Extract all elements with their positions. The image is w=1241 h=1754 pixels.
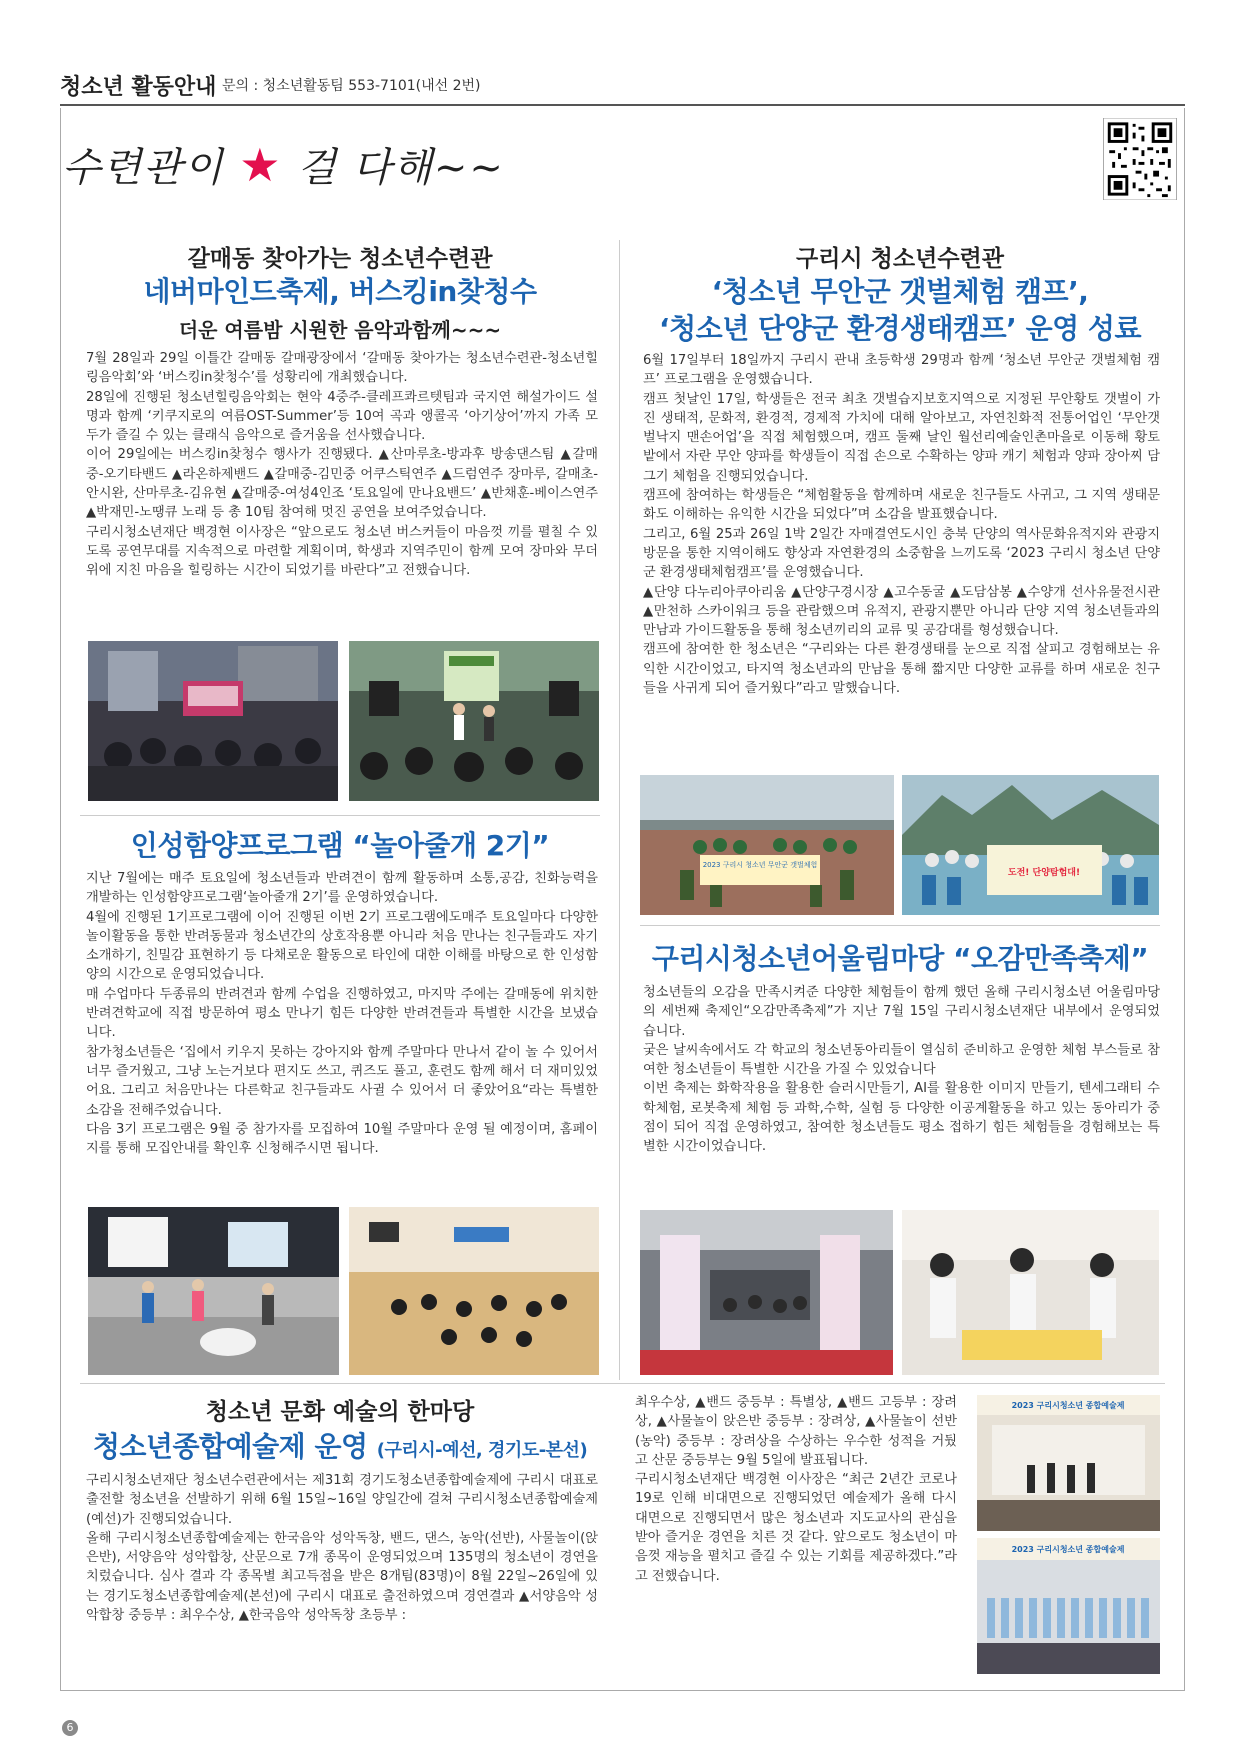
- article3-paragraph: 지난 7월에는 매주 토요일에 청소년들과 반려견이 함께 활동하며 소통,공감, 친화능력을 개발하는 인성함양프로그램‘놀아줄개 2기’를 운영하였습니다.: [86, 871, 598, 906]
- section-divider-bottom: [80, 1383, 1165, 1384]
- slogan-post: 걸 다해~~: [297, 145, 505, 191]
- qr-code-icon[interactable]: [1103, 118, 1177, 200]
- article4-paragraph: 청소년들의 오감을 만족시켜준 다양한 체험들이 함께 했던 올해 구리시청소년 어울림마당의 세번째 축제인“오감만족축제”가 지난 7월 15일 구리시청소년재단 내부에서 운영되었습니다.: [643, 985, 1160, 1039]
- danyang-camp-photo: [902, 775, 1159, 915]
- article2-title-line2: ‘청소년 단양군 환경생태캠프’ 운영 성료: [658, 312, 1142, 345]
- article5-paragraph: 최우수상, ▲밴드 중등부 : 특별상, ▲밴드 고등부 : 장려상, ▲사물놀이 앉은반 중등부 : 장려상, ▲사물놀이 선반(농악) 중등부 : 장려상을 수상하는 우수한 성적을 거뒀고 산문 중등부는 9월 5일에 발표됩니다.: [635, 1395, 957, 1468]
- article4-title: 구리시청소년어울림마당 “오감만족축제”: [651, 942, 1149, 975]
- article2-body: [643, 351, 1160, 698]
- article1-body: [86, 349, 598, 581]
- contact-info: 문의 : 청소년활동팀 553-7101(내선 2번): [222, 78, 481, 94]
- article5-title: 청소년종합예술제 운영: [92, 1430, 368, 1463]
- article3-title: 인성함양프로그램 “놀아줄개 2기”: [130, 829, 550, 862]
- section-divider-left: [80, 815, 600, 816]
- class-activity-photo: [349, 1207, 599, 1375]
- column-divider-top: [619, 240, 620, 1380]
- page-number: 6: [62, 1720, 78, 1736]
- article1-kicker: 갈매동 찾아가는 청소년수련관: [187, 246, 493, 272]
- slogan-pre: 수련관이: [62, 145, 225, 191]
- danyang-banner-text: 도전! 단양탐험대!: [1007, 868, 1081, 878]
- handwritten-slogan: [62, 136, 505, 193]
- article2-paragraph: 6월 17일부터 18일까지 구리시 관내 초등학생 29명과 함께 ‘청소년 무안군 갯벌체험 캠프’ 프로그램을 운영했습니다.: [643, 353, 1160, 388]
- article3-paragraph: 4월에 진행된 1기프로그램에 이어 진행된 이번 2기 프로그램에도매주 토요일마다 다양한 놀이활동을 통한 반려동물과 청소년간의 상호작용뿐 아니라 처음 만나는 친구들과도 자기소개하기, 친밀감 표현하기 등 다채로운 활동으로 타인에 대한 이해를 바탕으로 한 인성함양의 시간으로 운영되었습니다.: [86, 909, 598, 983]
- concert-crowd-photo: [88, 641, 338, 801]
- article1-paragraph: 28일에 진행된 청소년힐링음악회는 현악 4중주-클레프콰르텟팀과 국지연 해설가이드 설명과 함께 ‘키쿠지로의 여름OST-Summer’등 10여 곡과 앵콜곡 ‘아기상어’까지 가족 모두가 즐길 수 있는 클래식 음악으로 즐거움을 선사했습니다.: [86, 389, 598, 444]
- section-divider-right: [640, 925, 1160, 926]
- article4-paragraph: 궂은 날씨속에서도 각 학교의 청소년동아리들이 열심히 준비하고 운영한 체험 부스들로 참여한 청소년들이 특별한 시간을 가질 수 있었습니다: [643, 1042, 1160, 1078]
- header-rule: [60, 104, 1185, 106]
- mudflat-banner-text: 2023 구리시 청소년 무안군 갯벌체험: [702, 861, 818, 869]
- star-icon: ★: [239, 138, 283, 192]
- art-festival-photo-1: [977, 1395, 1160, 1531]
- article2-title-line1: ‘청소년 무안군 갯벌체험 캠프’,: [711, 275, 1089, 308]
- article3-paragraph: 참가청소년들은 ‘집에서 키우지 못하는 강아지와 함께 주말마다 만나서 같이 놀 수 있어서 너무 즐거웠고, 그냥 노는거보다 편지도 쓰고, 퀴즈도 풀고, 훈련도 함께 해서 더 재미있었어요. 그리고 처음만나는 다른학교 친구들과도 사귈 수 있어서 더 좋았어요“라는 특별한 소감을 전해주었습니다.: [86, 1044, 598, 1118]
- article1-paragraph: 구리시청소년재단 백경현 이사장은 “앞으로도 청소년 버스커들이 마음껏 끼를 펼칠 수 있도록 공연무대를 지속적으로 마련할 계획이며, 학생과 지역주민이 함께 모여 장마와 무더위에 지친 마음을 힐링하는 시간이 되었기를 바란다”고 전했습니다.: [86, 524, 598, 579]
- section-title: 청소년 활동안내: [60, 75, 217, 100]
- festival-experience-photo: [902, 1210, 1159, 1375]
- article1-paragraph: 이어 29일에는 버스킹in찾청수 행사가 진행됐다. ▲산마루초-방과후 방송댄스팀 ▲갈매중-오기타밴드 ▲라온하제밴드 ▲갈매중-김민중 어쿠스틱연주 ▲드럼연주 장마루, 갈매초-안시완, 산마루초-김유현 ▲갈매중-여성4인조 ‘토요일에 만나요밴드’ ▲반채훈-베이스연주 ▲박재민-노땡큐 노래 등 총 10팀 참여해 멋진 공연을 보여주었습니다.: [86, 447, 598, 521]
- article1-paragraph: 7월 28일과 29일 이틀간 갈매동 갈매광장에서 ‘갈매동 찾아가는 청소년수련관-청소년힐링음악회’와 ‘버스킹in찾청수’를 성황리에 개최했습니다.: [86, 351, 598, 386]
- article2-paragraph: 그리고, 6월 25과 26일 1박 2일간 자매결연도시인 충북 단양의 역사문화유적지와 관광지 방문을 통한 지역이해도 향상과 자연환경의 소중함을 느끼도록 ‘2023 구리시 청소년 단양군 환경생태체험캠프’를 운영했습니다.: [643, 526, 1160, 581]
- art-festival-banner-2: 2023 구리시청소년 종합예술제: [1011, 1545, 1125, 1554]
- article4-paragraph: 이번 축제는 화학작용을 활용한 슬러시만들기, AI를 활용한 이미지 만들기, 텐세그래티 수학체험, 로봇축제 체험 등 과학,수학, 실험 등 다양한 이공계활동을 하고 있는 동아리가 중점이 되어 직접 운영하였고, 참여한 청소년들도 평소 접하기 힘든 체험들을 경험해보는 특별한 시간이었습니다.: [643, 1081, 1160, 1155]
- article2-paragraph: ▲단양 다누리아쿠아리움 ▲단양구경시장 ▲고수동굴 ▲도담삼봉 ▲수양개 선사유물전시관 ▲만천하 스카이워크 등을 관람했으며 유적지, 관광지뿐만 아니라 단양 지역 청소년들과의 만남과 가이드활동을 통해 청소년끼리의 교류 및 공감대를 형성했습니다.: [643, 584, 1160, 639]
- article2-kicker: 구리시 청소년수련관: [796, 246, 1004, 272]
- article3-paragraph: 매 수업마다 두종류의 반려견과 함께 수업을 진행하였고, 마지막 주에는 갈매동에 위치한 반려견학교에 직접 방문하여 평소 만나기 힘든 다양한 반려견들과 특별한 시간을 보냈습니다.: [86, 986, 598, 1041]
- art-festival-banner-1: 2023 구리시청소년 종합예술제: [1011, 1401, 1125, 1410]
- article5-left-body: [86, 1471, 598, 1625]
- festival-booths-photo: [640, 1210, 893, 1375]
- article5-right-body: [635, 1393, 957, 1586]
- article3-paragraph: 다음 3기 프로그램은 9월 중 참가자를 모집하여 10월 주말마다 운영 될 예정이며, 홈페이지를 통해 모집안내를 확인후 신청해주시면 됩니다.: [86, 1121, 598, 1157]
- article1-title: 네버마인드축제, 버스킹in찾청수: [143, 275, 537, 308]
- article4-body: [643, 983, 1160, 1157]
- art-festival-photo-2: [977, 1538, 1160, 1674]
- article5-paragraph: 구리시청소년재단 청소년수련관에서는 제31회 경기도청소년종합예술제에 구리시 대표로 출전할 청소년을 선발하기 위해 6월 15일~16일 양일간에 걸쳐 구리시청소년종합예술제(예선)가 진행되었습니다.: [86, 1473, 598, 1527]
- article5-title-small: (구리시-예선, 경기도-본선): [376, 1440, 588, 1461]
- article2-paragraph: 캠프에 참여하는 학생들은 “체험활동을 함께하며 새로운 친구들도 사귀고, 그 지역 생태문화도 이해하는 유익한 시간을 되었다”며 소감을 발표했습니다.: [643, 488, 1160, 523]
- article2-paragraph: 캠프에 참여한 한 청소년은 “구리와는 다른 환경생태를 눈으로 직접 살피고 경험해보는 유익한 시간이었고, 타지역 청소년과의 만남을 통해 짧지만 다양한 교류를 하며 새로운 친구들을 사귀게 되어 즐거웠다”라고 말했습니다.: [643, 642, 1160, 697]
- dog-training-photo: [88, 1207, 339, 1375]
- article2-paragraph: 캠프 첫날인 17일, 학생들은 전국 최초 갯벌습지보호지역으로 지정된 무안황토 갯벌이 가진 생태적, 문화적, 환경적, 경제적 가치에 대해 알아보고, 자연친화적 전통어업인 ‘무안갯벌낙지 맨손어업’을 직접 체험했으며, 캠프 둘째 날인 월선리예술인촌마을로 이동해 황토밭에서 자란 무안 양파를 학생들이 직접 손으로 수확하는 양파 캐기 체험과 양파 장아찌 담그기 체험을 진행되었습니다.: [643, 391, 1160, 484]
- article3-body: [86, 869, 598, 1158]
- busking-stage-photo: [349, 641, 599, 801]
- article5-kicker: 청소년 문화 예술의 한마당: [205, 1399, 475, 1425]
- article5-paragraph: 구리시청소년재단 백경현 이사장은 “최근 2년간 코로나19로 인해 비대면으로 진행되었던 예술제가 올해 다시 대면으로 진행되면서 많은 청소년과 지도교사의 관심을 받아 즐거운 경연을 치른 것 같다. 앞으로도 청소년이 마음껏 재능을 펼치고 즐길 수 있는 기회를 제공하겠다.”라고 전했습니다.: [635, 1472, 957, 1584]
- article1-subtitle: 더운 여름밤 시원한 음악과함께~~~: [178, 318, 502, 342]
- mudflat-camp-photo: [640, 775, 894, 915]
- article5-paragraph: 올해 구리시청소년종합예술제는 한국음악 성악독창, 밴드, 댄스, 농악(선반), 사물놀이(앉은반), 서양음악 성악합창, 산문으로 7개 종목이 운영되었으며 135명의 청소년이 경연을 치렀습니다. 심사 결과 각 종목별 최고득점을 받은 8개팀(83명)이 8월 22일~26일에 있는 경기도청소년종합예술제(본선)에 구리시 대표로 출전하였으며 경연결과 ▲서양음악 성악합창 중등부 : 최우수상, ▲한국음악 성악독창 초등부 :: [86, 1530, 598, 1624]
- article5-title-row: [80, 1425, 600, 1465]
